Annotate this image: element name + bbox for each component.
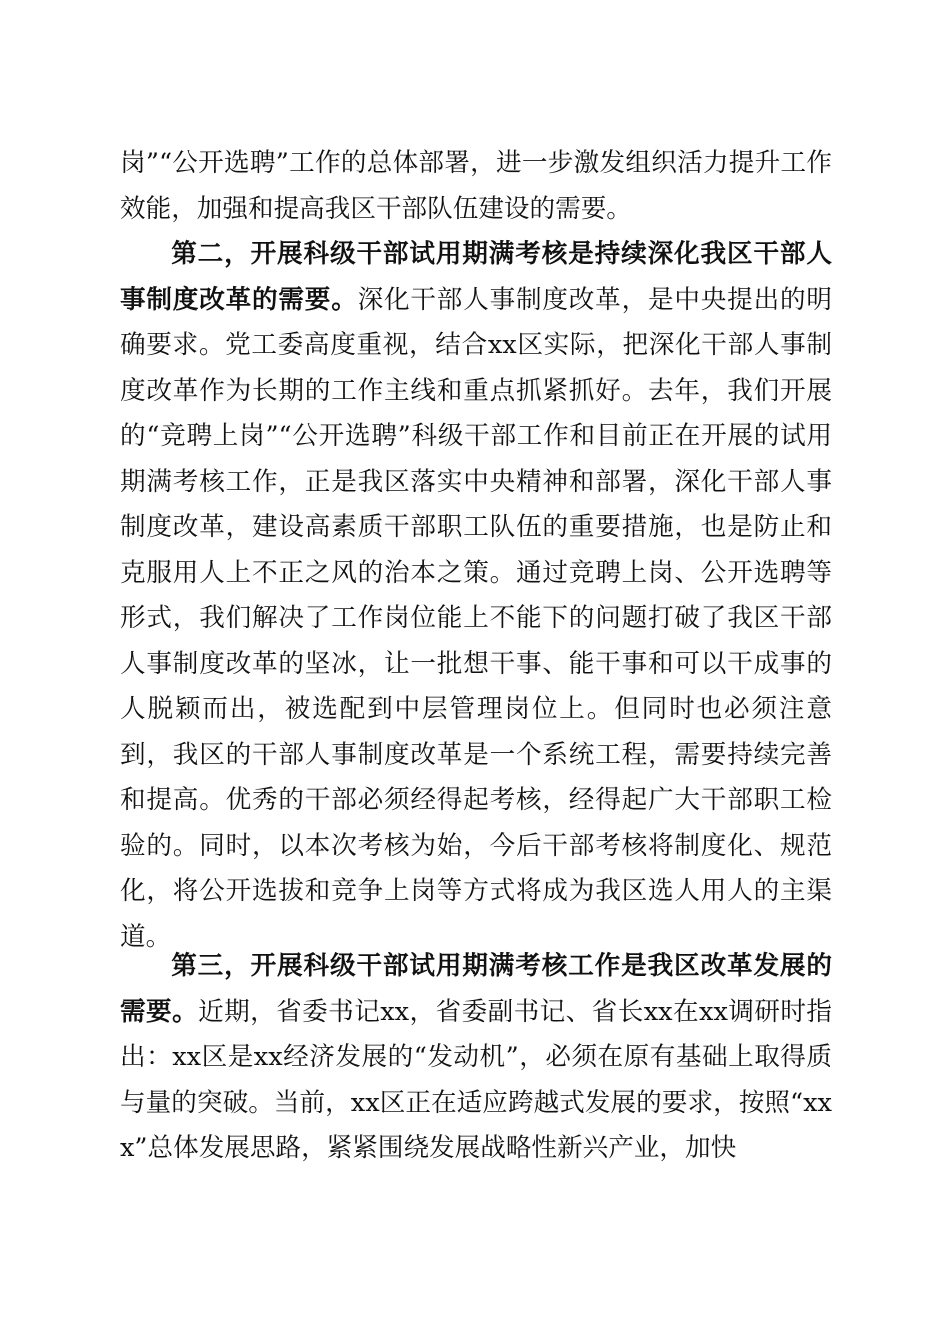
paragraph-3-lead: 第三，开展科级干部试用期满考核工作是我区改革发展的需要。 <box>120 951 832 1027</box>
paragraph-second <box>120 232 832 960</box>
paragraph-third <box>120 944 832 1172</box>
paragraph-2-body: 深化干部人事制度改革，是中央提出的明确要求。党工委高度重视，结合xx区实际，把深化干部人事制度改革作为长期的工作主线和重点抓紧抓好。去年，我们开展的“竞聘上岗”“公开选聘”科级干部工作和目前正在开展的试用期满考核工作，正是我区落实中央精神和部署，深化干部人事制度改革，建设高素质干部职工队伍的重要措施，也是防止和克服用人上不正之风的治本之策。通过竞聘上岗、公开选聘等形式，我们解决了工作岗位能上不能下的问题打破了我区干部人事制度改革的坚冰，让一批想干事、能干事和可以干成事的人脱颖而出，被选配到中层管理岗位上。但同时也必须注意到，我区的干部人事制度改革是一个系统工程，需要持续完善和提高。优秀的干部必须经得起考核，经得起广大干部职工检验的。同时，以本次考核为始，今后干部考核将制度化、规范化，将公开选拔和竞争上岗等方式将成为我区选人用人的主渠道。 <box>120 284 832 952</box>
paragraph-3 <box>120 944 832 1172</box>
paragraph-1-body: 岗”“公开选聘”工作的总体部署，进一步激发组织活力提升工作效能，加强和提高我区干部队伍建设的需要。 <box>120 148 832 224</box>
paragraph-2 <box>120 232 832 960</box>
paragraph-2-lead: 第二，开展科级干部试用期满考核是持续深化我区干部人事制度改革的需要。 <box>120 239 832 315</box>
paragraph-continuation <box>120 141 832 232</box>
paragraph-1 <box>120 141 832 232</box>
paragraph-3-body: 近期，省委书记xx，省委副书记、省长xx在xx调研时指出：xx区是xx经济发展的“发动机”，必须在原有基础上取得质与量的突破。当前，xx区正在适应跨越式发展的要求，按照“xxx”总体发展思路，紧紧围绕发展战略性新兴产业，加快 <box>120 996 832 1163</box>
